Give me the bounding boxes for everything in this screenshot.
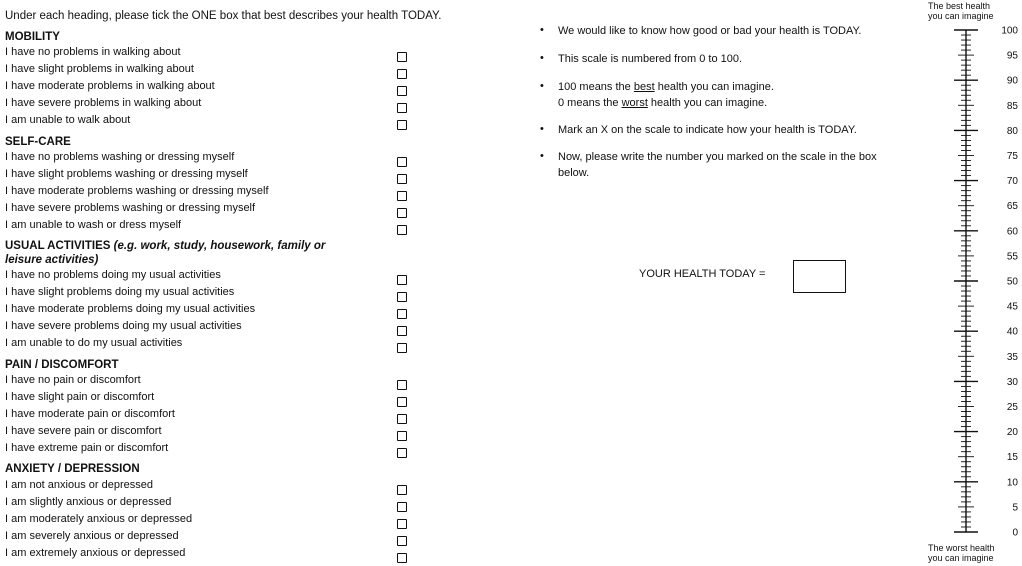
option-checkbox[interactable]	[397, 448, 407, 458]
option-label: I am not anxious or depressed	[5, 479, 153, 491]
option-checkbox[interactable]	[397, 69, 407, 79]
option-label: I have no pain or discomfort	[5, 374, 141, 386]
instruction-text-line: Now, please write the number you marked on the scale in the box	[558, 151, 877, 163]
scale-tick-label: 5	[1012, 502, 1018, 514]
option-label: I am severely anxious or depressed	[5, 530, 179, 542]
option-label: I have no problems doing my usual activities	[5, 269, 221, 281]
section-note-continued	[5, 254, 98, 266]
option-checkbox[interactable]	[397, 343, 407, 353]
option-label: I am unable to walk about	[5, 114, 131, 126]
scale-tick-label: 70	[1006, 176, 1018, 188]
option-label: I have moderate pain or discomfort	[5, 408, 175, 420]
option-checkbox[interactable]	[397, 326, 407, 336]
instruction-text-line	[558, 95, 908, 111]
option-checkbox[interactable]	[397, 485, 407, 495]
scale-tick-label: 20	[1006, 427, 1018, 439]
text-fragment: health you can imagine.	[654, 81, 774, 93]
option-checkbox[interactable]	[397, 502, 407, 512]
bullet-point: •	[540, 24, 544, 36]
option-label: I have extreme pain or discomfort	[5, 442, 169, 454]
option-checkbox[interactable]	[397, 380, 407, 390]
option-checkbox[interactable]	[397, 553, 407, 563]
option-checkbox[interactable]	[397, 397, 407, 407]
option-label: I have severe problems doing my usual activities	[5, 320, 242, 332]
section-heading-anxiety-depression: ANXIETY / DEPRESSION	[5, 463, 140, 475]
instruction-text-line: Mark an X on the scale to indicate how your health is TODAY.	[558, 124, 857, 136]
emphasized-word: best	[633, 81, 655, 93]
option-checkbox[interactable]	[397, 174, 407, 184]
scale-tick-label: 0	[1012, 527, 1018, 538]
scale-bottom-caption-line: The worst health	[928, 543, 995, 553]
scale-tick-label: 75	[1006, 151, 1018, 162]
option-label: I have no problems washing or dressing myself	[5, 151, 235, 163]
scale-tick-label: 55	[1006, 251, 1018, 263]
option-label: I have slight problems washing or dressing myself	[5, 168, 248, 180]
bullet-point: •	[540, 80, 544, 92]
option-checkbox[interactable]	[397, 519, 407, 529]
scale-tick-label: 90	[1006, 75, 1018, 87]
scale-top-caption	[928, 1, 994, 21]
option-checkbox[interactable]	[397, 120, 407, 130]
option-label: I have severe problems in walking about	[5, 97, 202, 109]
section-heading-usual-activities	[5, 240, 325, 252]
instruction-bullet-5	[558, 149, 908, 181]
scale-top-caption-line: you can imagine	[928, 11, 994, 21]
option-label: I am slightly anxious or depressed	[5, 496, 172, 508]
option-label: I have moderate problems in walking about	[5, 80, 215, 92]
section-heading-self-care: SELF-CARE	[5, 136, 71, 148]
instruction-text-line: This scale is numbered from 0 to 100.	[558, 53, 743, 65]
option-checkbox[interactable]	[397, 309, 407, 319]
scale-tick-label: 100	[1001, 25, 1018, 37]
section-heading-pain-discomfort: PAIN / DISCOMFORT	[5, 359, 119, 371]
option-checkbox[interactable]	[397, 86, 407, 96]
option-label: I have slight pain or discomfort	[5, 391, 155, 403]
scale-bottom-caption-line: you can imagine	[928, 553, 994, 563]
health-today-input-box[interactable]	[793, 260, 846, 293]
option-label: I am unable to wash or dress myself	[5, 219, 182, 231]
instruction-text-line	[558, 79, 908, 95]
instruction-bullet-4	[558, 122, 908, 138]
scale-tick-label: 30	[1006, 376, 1018, 388]
section-heading-text: USUAL ACTIVITIES	[5, 240, 111, 252]
option-label: I am unable to do my usual activities	[5, 337, 183, 349]
scale-tick-label: 45	[1006, 301, 1018, 313]
bullet-point: •	[540, 123, 544, 135]
option-label: I have slight problems doing my usual activities	[5, 286, 235, 298]
scale-tick-label: 35	[1006, 351, 1018, 363]
option-label: I am moderately anxious or depressed	[5, 513, 193, 525]
scale-tick-label: 25	[1006, 402, 1018, 413]
section-heading-mobility: MOBILITY	[5, 31, 60, 43]
option-label: I am extremely anxious or depressed	[5, 547, 186, 559]
scale-tick-label: 80	[1006, 125, 1018, 137]
scale-tick-label: 60	[1006, 226, 1018, 238]
scale-tick-label: 85	[1006, 100, 1018, 112]
text-fragment: health you can imagine.	[647, 97, 768, 109]
section-note-line2: leisure activities)	[5, 254, 99, 266]
health-today-label: YOUR HEALTH TODAY =	[639, 268, 766, 280]
option-checkbox[interactable]	[397, 208, 407, 218]
option-checkbox[interactable]	[397, 225, 407, 235]
instruction-text-line: below.	[558, 167, 590, 179]
option-checkbox[interactable]	[397, 536, 407, 546]
bullet-point: •	[540, 150, 544, 162]
text-fragment: 100 means the	[558, 81, 634, 93]
emphasized-word: worst	[621, 97, 648, 109]
option-label: I have slight problems in walking about	[5, 63, 194, 75]
scale-tick-label: 50	[1006, 276, 1018, 288]
option-checkbox[interactable]	[397, 414, 407, 424]
scale-tick-label: 40	[1006, 326, 1018, 338]
instruction-text-line: We would like to know how good or bad your health is TODAY.	[558, 25, 862, 37]
option-label: I have moderate problems doing my usual activities	[5, 303, 256, 315]
scale-tick-label: 10	[1006, 477, 1018, 489]
scale-tick-label: 65	[1006, 201, 1018, 213]
text-fragment: 0 means the	[558, 97, 622, 109]
scale-top-caption-line: The best health	[928, 1, 991, 11]
option-label: I have severe pain or discomfort	[5, 425, 162, 437]
option-checkbox[interactable]	[397, 52, 407, 62]
option-label: I have severe problems washing or dressing myself	[5, 202, 256, 214]
scale-tick-label: 15	[1006, 452, 1018, 464]
section-note: (e.g. work, study, housework, family or	[113, 240, 326, 252]
option-checkbox[interactable]	[397, 103, 407, 113]
scale-bottom-caption	[928, 543, 995, 563]
health-visual-analogue-scale[interactable]	[940, 24, 1020, 538]
scale-tick-label: 95	[1006, 50, 1018, 62]
option-checkbox[interactable]	[397, 292, 407, 302]
instruction-bullet-2	[558, 51, 908, 67]
option-label: I have no problems in walking about	[5, 46, 181, 58]
instruction-bullet-1	[558, 23, 908, 39]
option-label: I have moderate problems washing or dressing myself	[5, 185, 269, 197]
option-checkbox[interactable]	[397, 157, 407, 167]
bullet-point: •	[540, 52, 544, 64]
option-checkbox[interactable]	[397, 275, 407, 285]
option-checkbox[interactable]	[397, 191, 407, 201]
option-checkbox[interactable]	[397, 431, 407, 441]
instruction-text: Under each heading, please tick the ONE box that best describes your health TODAY.	[5, 10, 442, 22]
instruction-bullet-3	[558, 79, 908, 111]
